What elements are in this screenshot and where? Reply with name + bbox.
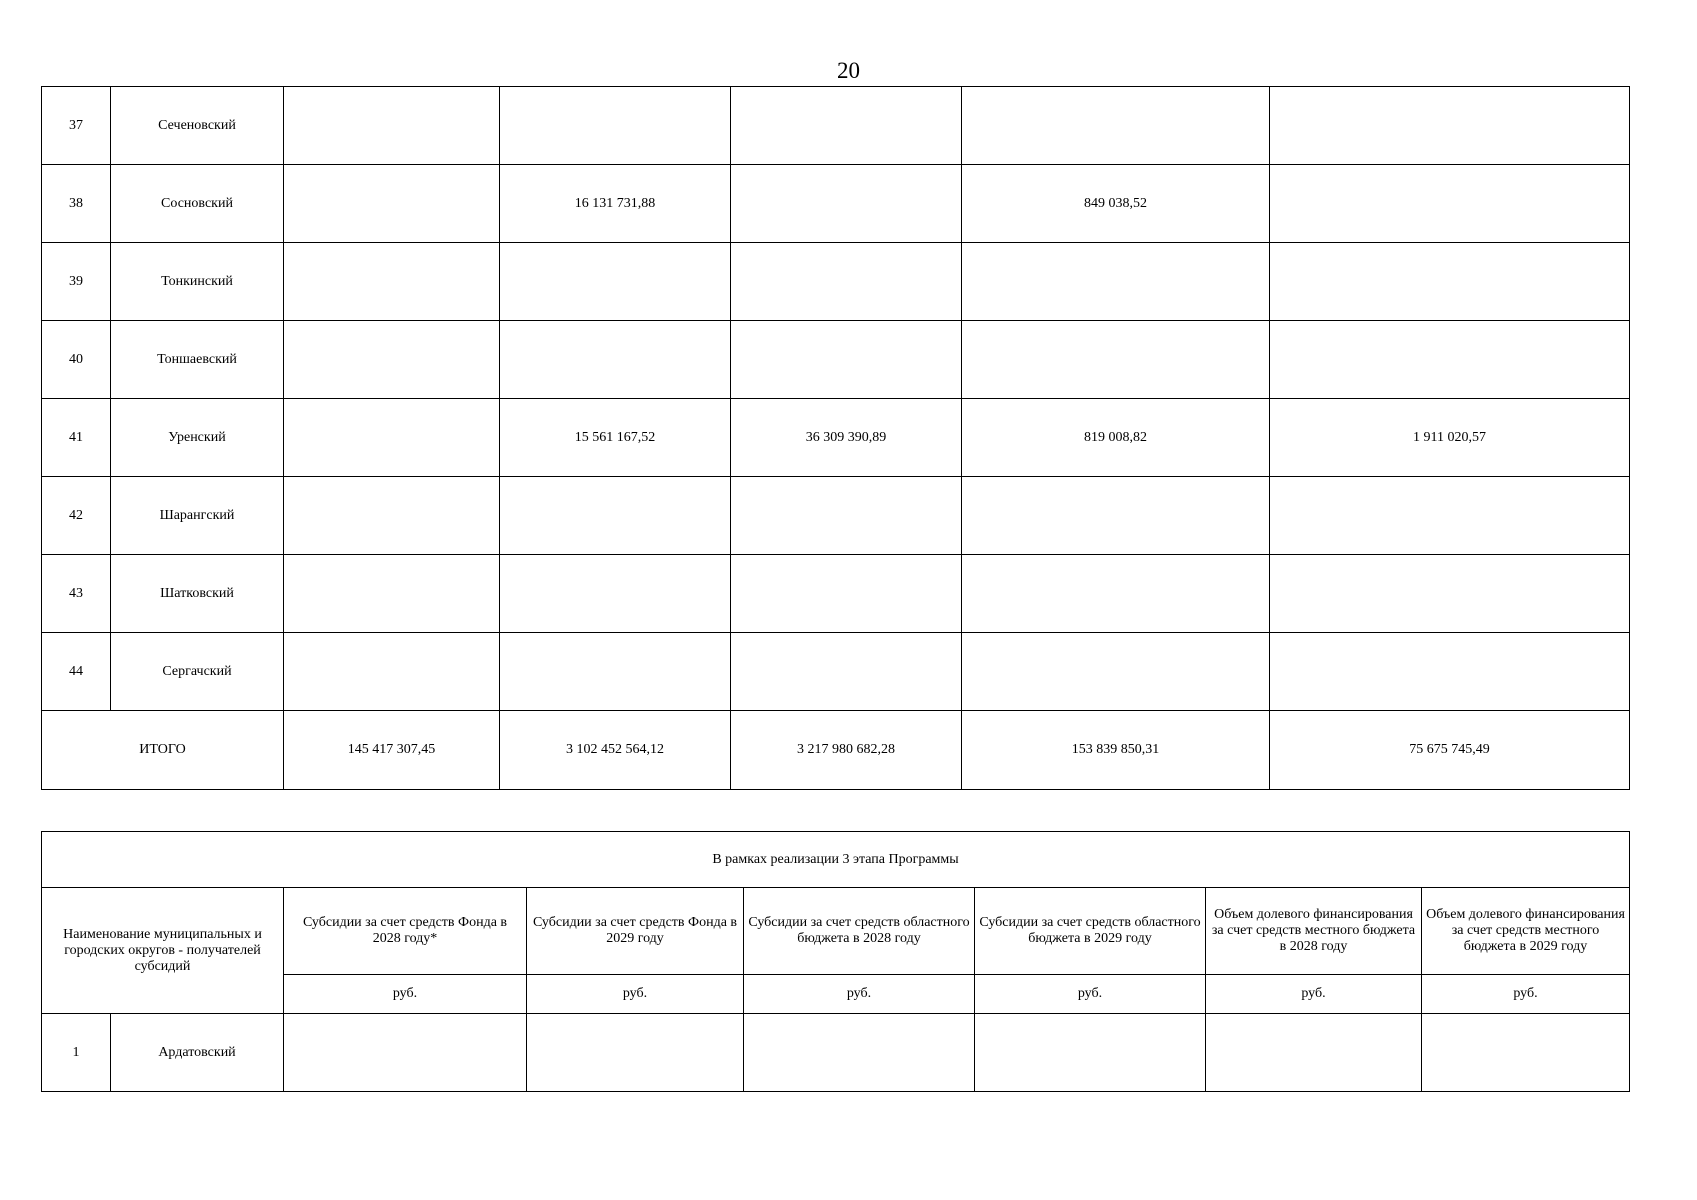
amount-cell xyxy=(284,87,500,165)
total-amount-cell: 3 217 980 682,28 xyxy=(731,711,962,790)
amount-cell xyxy=(500,87,731,165)
amount-cell xyxy=(962,555,1270,633)
table-row xyxy=(42,399,1630,477)
amount-cell xyxy=(284,555,500,633)
unit-cell: руб. xyxy=(527,975,744,1014)
amount-cell xyxy=(284,633,500,711)
row-number: 44 xyxy=(42,633,111,711)
row-number: 43 xyxy=(42,555,111,633)
table-row xyxy=(42,633,1630,711)
unit-cell: руб. xyxy=(284,975,527,1014)
amount-cell xyxy=(731,165,962,243)
header-regional-2029: Субсидии за счет средств областного бюджета в 2029 году xyxy=(975,888,1206,975)
amount-cell xyxy=(731,555,962,633)
table-row xyxy=(42,87,1630,165)
amount-cell: 15 561 167,52 xyxy=(500,399,731,477)
amount-cell xyxy=(731,243,962,321)
amount-cell xyxy=(975,1014,1206,1092)
amount-cell xyxy=(500,633,731,711)
amount-cell xyxy=(284,165,500,243)
amount-cell xyxy=(1270,633,1630,711)
amount-cell xyxy=(744,1014,975,1092)
unit-cell: руб. xyxy=(1422,975,1630,1014)
amount-cell xyxy=(1270,321,1630,399)
table-row xyxy=(42,1014,1630,1092)
table-row xyxy=(42,477,1630,555)
header-local-2029: Объем долевого финансирования за счет средств местного бюджета в 2029 году xyxy=(1422,888,1630,975)
total-amount-cell: 145 417 307,45 xyxy=(284,711,500,790)
municipality-name: Уренский xyxy=(111,399,284,477)
municipality-name: Сергачский xyxy=(111,633,284,711)
subsidy-table-stage-2-continued xyxy=(41,86,1630,790)
header-fund-2029: Субсидии за счет средств Фонда в 2029 году xyxy=(527,888,744,975)
amount-cell xyxy=(731,87,962,165)
amount-cell xyxy=(1270,555,1630,633)
municipality-name: Шатковский xyxy=(111,555,284,633)
amount-cell xyxy=(500,321,731,399)
row-number: 42 xyxy=(42,477,111,555)
total-row xyxy=(42,711,1630,790)
municipality-name: Ардатовский xyxy=(111,1014,284,1092)
table-row xyxy=(42,243,1630,321)
total-amount-cell: 3 102 452 564,12 xyxy=(500,711,731,790)
row-number: 38 xyxy=(42,165,111,243)
amount-cell xyxy=(1270,87,1630,165)
stage-title: В рамках реализации 3 этапа Программы xyxy=(42,832,1630,888)
municipality-name: Сеченовский xyxy=(111,87,284,165)
amount-cell xyxy=(284,321,500,399)
amount-cell xyxy=(962,243,1270,321)
row-number: 37 xyxy=(42,87,111,165)
row-number: 39 xyxy=(42,243,111,321)
amount-cell xyxy=(284,1014,527,1092)
table-row xyxy=(42,555,1630,633)
unit-cell: руб. xyxy=(744,975,975,1014)
amount-cell xyxy=(284,399,500,477)
amount-cell xyxy=(962,87,1270,165)
amount-cell: 16 131 731,88 xyxy=(500,165,731,243)
amount-cell xyxy=(1422,1014,1630,1092)
amount-cell xyxy=(527,1014,744,1092)
header-fund-2028: Субсидии за счет средств Фонда в 2028 году* xyxy=(284,888,527,975)
page-number: 20 xyxy=(837,58,860,83)
amount-cell xyxy=(1270,165,1630,243)
row-number: 41 xyxy=(42,399,111,477)
amount-cell: 1 911 020,57 xyxy=(1270,399,1630,477)
amount-cell xyxy=(731,321,962,399)
amount-cell: 819 008,82 xyxy=(962,399,1270,477)
amount-cell: 849 038,52 xyxy=(962,165,1270,243)
amount-cell xyxy=(500,555,731,633)
subsidy-table-stage-3 xyxy=(41,831,1630,1092)
amount-cell xyxy=(731,477,962,555)
amount-cell xyxy=(962,633,1270,711)
table-row xyxy=(42,321,1630,399)
municipality-name-header: Наименование муниципальных и городских округов - получателей субсидий xyxy=(42,888,284,1014)
table-row xyxy=(42,165,1630,243)
municipality-name: Тонкинский xyxy=(111,243,284,321)
header-row xyxy=(42,888,1630,975)
stage-title-row xyxy=(42,832,1630,888)
unit-cell: руб. xyxy=(975,975,1206,1014)
table2-body xyxy=(42,832,1630,1092)
amount-cell xyxy=(1270,477,1630,555)
total-amount-cell: 153 839 850,31 xyxy=(962,711,1270,790)
amount-cell xyxy=(962,477,1270,555)
municipality-name: Сосновский xyxy=(111,165,284,243)
total-label: ИТОГО xyxy=(42,711,284,790)
header-local-2028: Объем долевого финансирования за счет средств местного бюджета в 2028 году xyxy=(1206,888,1422,975)
municipality-name: Тоншаевский xyxy=(111,321,284,399)
unit-cell: руб. xyxy=(1206,975,1422,1014)
amount-cell xyxy=(500,477,731,555)
table1-body xyxy=(42,87,1630,790)
amount-cell xyxy=(1206,1014,1422,1092)
row-number: 1 xyxy=(42,1014,111,1092)
header-regional-2028: Субсидии за счет средств областного бюджета в 2028 году xyxy=(744,888,975,975)
amount-cell xyxy=(500,243,731,321)
total-amount-cell: 75 675 745,49 xyxy=(1270,711,1630,790)
amount-cell xyxy=(284,477,500,555)
amount-cell: 36 309 390,89 xyxy=(731,399,962,477)
row-number: 40 xyxy=(42,321,111,399)
amount-cell xyxy=(731,633,962,711)
amount-cell xyxy=(1270,243,1630,321)
municipality-name: Шарангский xyxy=(111,477,284,555)
amount-cell xyxy=(962,321,1270,399)
amount-cell xyxy=(284,243,500,321)
